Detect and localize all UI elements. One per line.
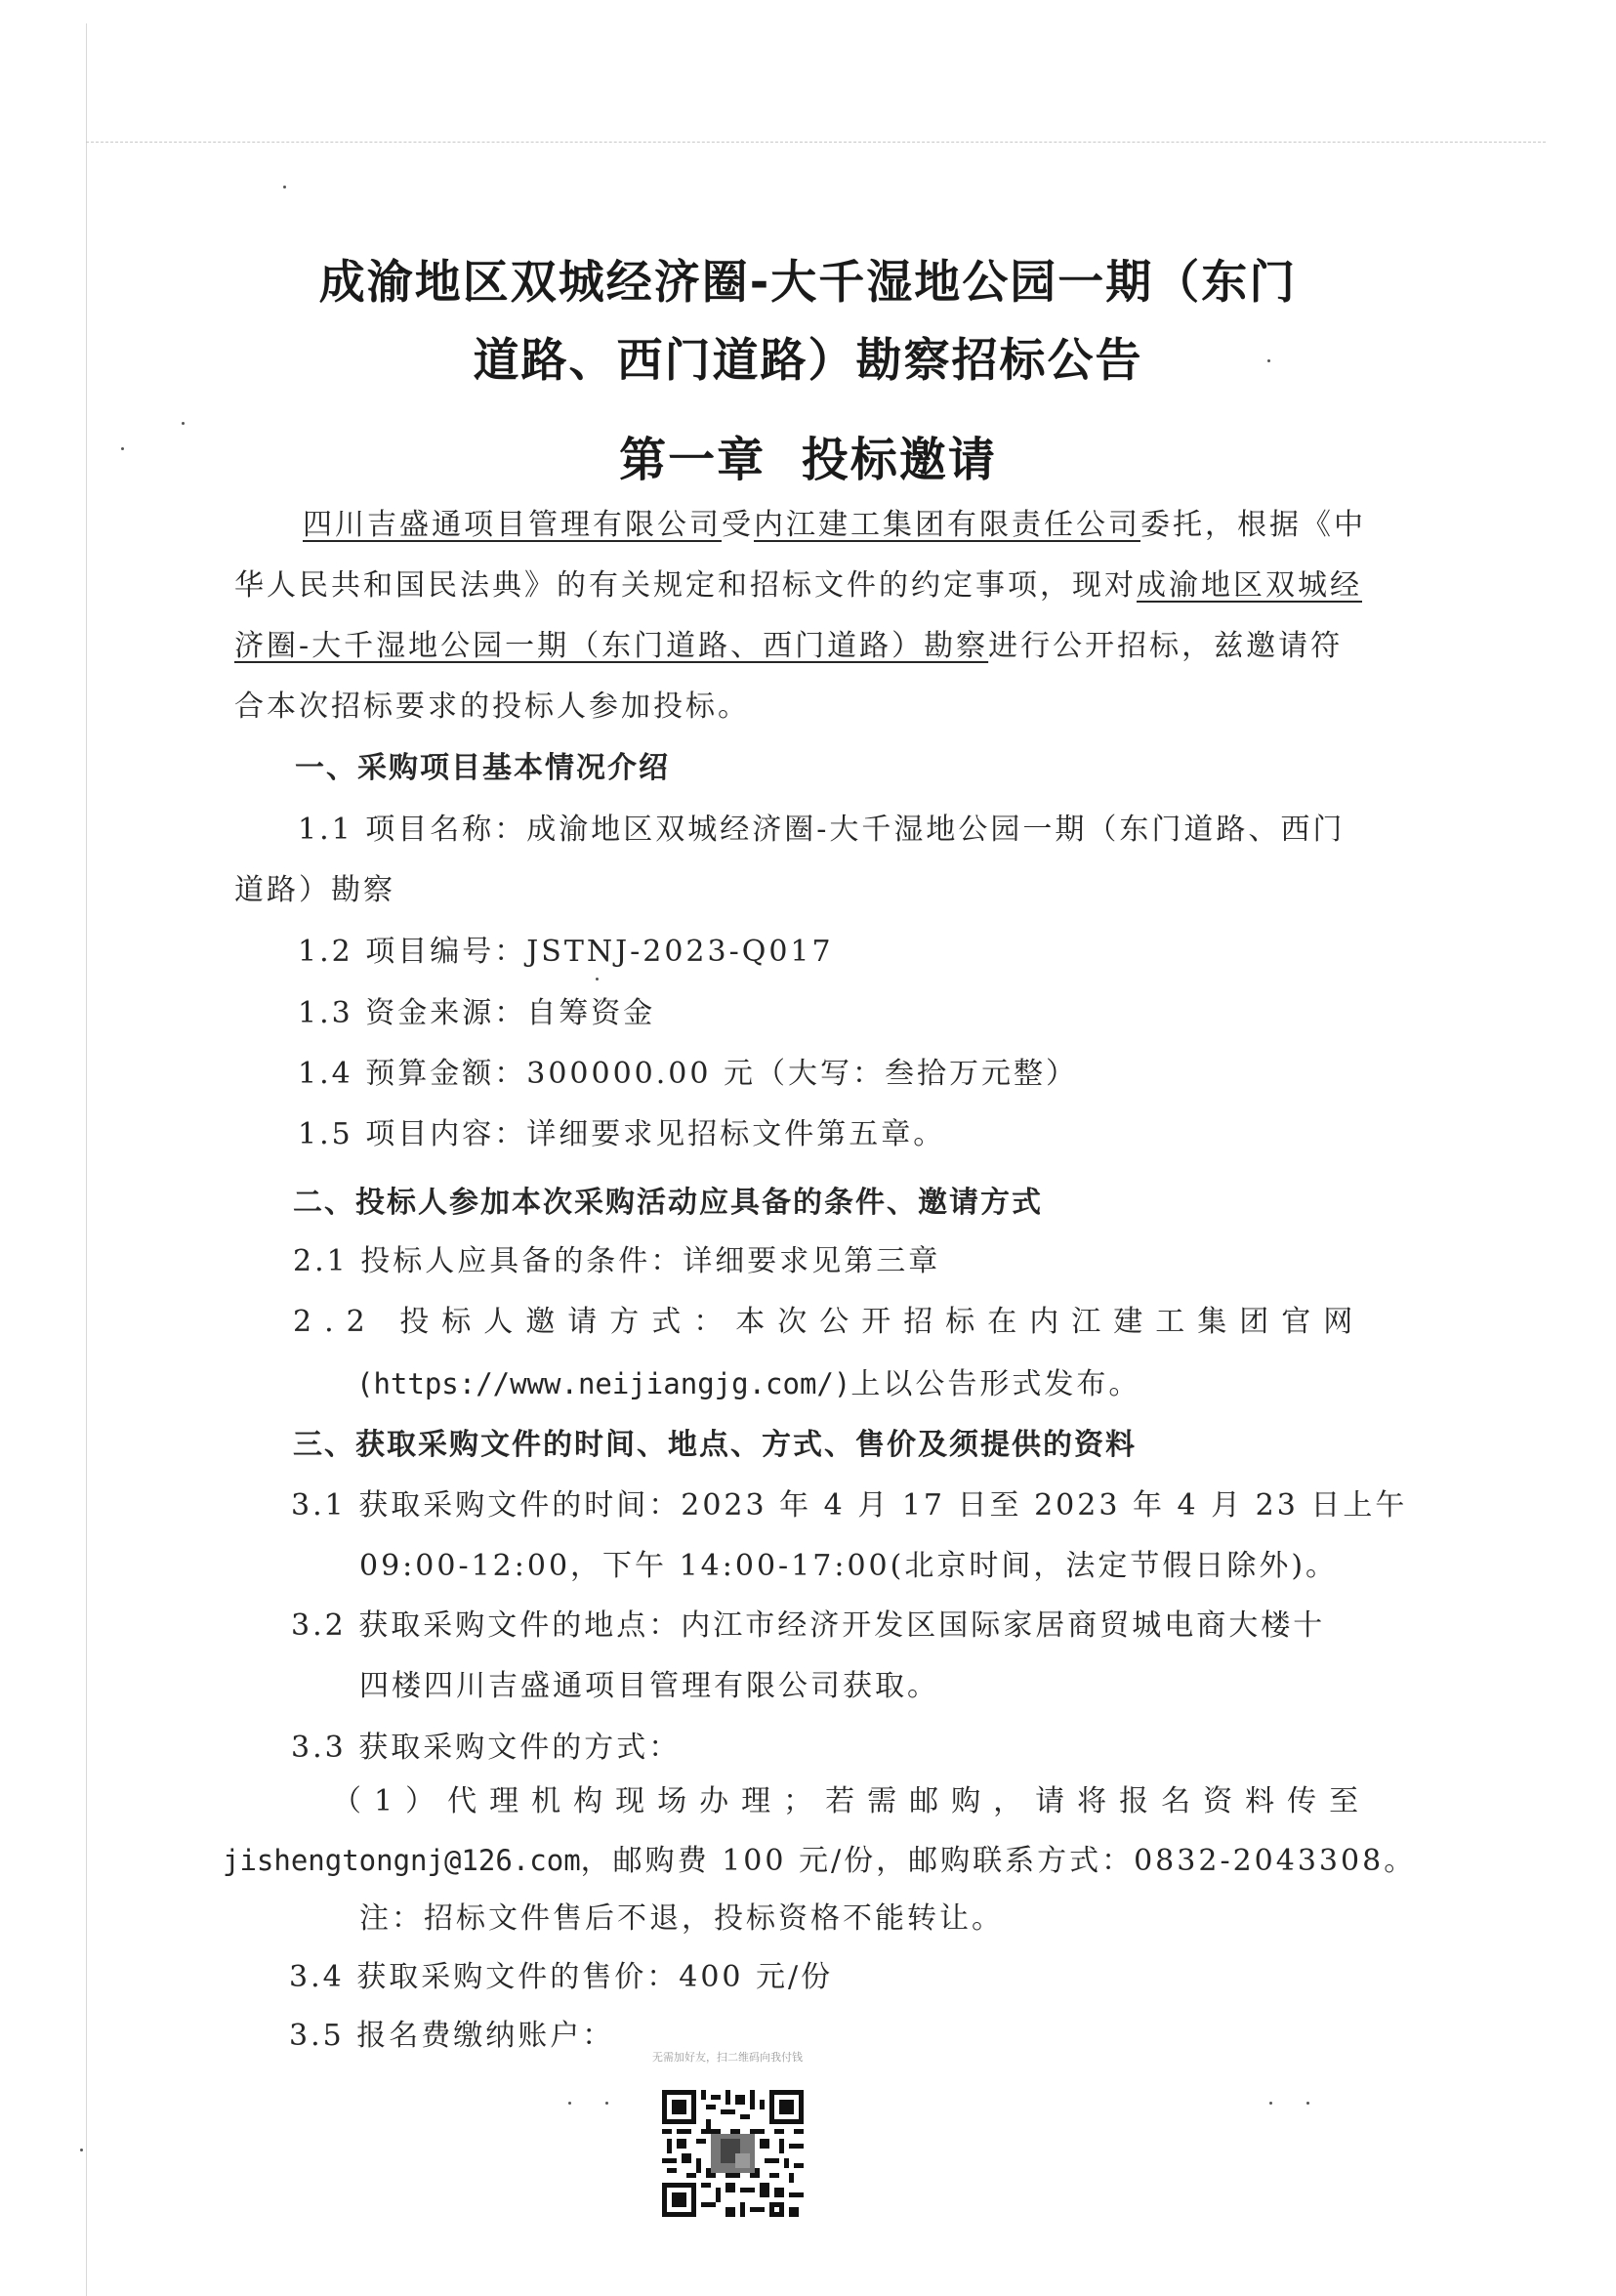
- item-3-3-1-cont: jishengtongnj@126.com，邮购费 100 元/份，邮购联系方式：0832-2043308。: [223, 1844, 1417, 1878]
- scan-header-rule: [86, 142, 1546, 143]
- qr-code-icon[interactable]: [662, 2090, 804, 2217]
- note: 注：招标文件售后不退，投标资格不能转让。: [359, 1901, 1004, 1936]
- agent-name: 四川吉盛通项目管理有限公司: [303, 508, 722, 542]
- item-3-2: 3.2 获取采购文件的地点：内江市经济开发区国际家居商贸城电商大楼十: [291, 1608, 1326, 1643]
- project-name-ref: 成渝地区双城经: [1137, 568, 1362, 603]
- qr-caption: 无需加好友，扫二维码向我付钱: [652, 2051, 803, 2064]
- client-name: 内江建工集团有限责任公司: [754, 508, 1140, 542]
- item-3-5-account: 3.5 报名费缴纳账户：: [289, 2019, 615, 2053]
- item-3-4-price: 3.4 获取采购文件的售价：400 元/份: [289, 1960, 834, 1994]
- item-1-5-content: 1.5 项目内容：详细要求见招标文件第五章。: [298, 1117, 946, 1151]
- item-3-2-cont: 四楼四川吉盛通项目管理有限公司获取。: [359, 1669, 939, 1703]
- intro-line-4: 合本次招标要求的投标人参加投标。: [234, 689, 750, 724]
- scan-speck: [1306, 2102, 1309, 2105]
- email-link[interactable]: jishengtongnj@126.com: [223, 1844, 581, 1877]
- scan-speck: [283, 186, 286, 188]
- item-1-1-cont: 道路）勘察: [234, 873, 395, 907]
- document-title-line-2: 道路、西门道路）勘察招标公告: [473, 334, 1143, 388]
- project-name-ref: 济圈-大千湿地公园一期（东门道路、西门道路）勘察: [234, 629, 989, 663]
- document-title-line-1: 成渝地区双城经济圈-大千湿地公园一期（东门: [318, 256, 1298, 310]
- scan-speck: [596, 978, 599, 981]
- item-2-1: 2.1 投标人应具备的条件：详细要求见第三章: [293, 1244, 941, 1278]
- intro-line-1: 四川吉盛通项目管理有限公司受内江建工集团有限责任公司委托，根据《中: [303, 508, 1366, 542]
- section-2-heading: 二、投标人参加本次采购活动应具备的条件、邀请方式: [293, 1186, 1043, 1220]
- item-2-2: 2.2 投标人邀请方式：本次公开招标在内江建工集团官网: [293, 1305, 1366, 1339]
- scan-speck: [80, 2149, 83, 2151]
- item-3-3: 3.3 获取采购文件的方式：: [291, 1731, 682, 1765]
- item-3-1: 3.1 获取采购文件的时间：2023 年 4 月 17 日至 2023 年 4 月 23 日上午: [291, 1488, 1408, 1523]
- intro-line-2: 华人民共和国民法典》的有关规定和招标文件的约定事项，现对成渝地区双城经: [234, 568, 1362, 603]
- website-link[interactable]: (https://www.neijiangjg.com/): [356, 1367, 851, 1400]
- scan-speck: [568, 2102, 571, 2105]
- scan-speck: [605, 2102, 608, 2105]
- item-1-4-budget: 1.4 预算金额：300000.00 元（大写：叁拾万元整）: [298, 1057, 1079, 1091]
- item-1-1: 1.1 项目名称：成渝地区双城经济圈-大千湿地公园一期（东门道路、西门: [298, 813, 1346, 847]
- item-3-1-cont: 09:00-12:00，下午 14:00-17:00(北京时间，法定节假日除外)。: [359, 1549, 1339, 1583]
- item-2-2-cont: (https://www.neijiangjg.com/)上以公告形式发布。: [356, 1367, 1141, 1401]
- intro-line-3: 济圈-大千湿地公园一期（东门道路、西门道路）勘察进行公开招标，兹邀请符: [234, 629, 1344, 663]
- chapter-title: 第一章 投标邀请: [619, 433, 997, 487]
- item-1-2-project-number: 1.2 项目编号：JSTNJ-2023-Q017: [298, 935, 834, 969]
- section-1-heading: 一、采购项目基本情况介绍: [295, 751, 670, 785]
- item-1-3-fund-source: 1.3 资金来源：自筹资金: [298, 996, 656, 1030]
- scan-speck: [1269, 2102, 1272, 2105]
- section-3-heading: 三、获取采购文件的时间、地点、方式、售价及须提供的资料: [293, 1428, 1137, 1462]
- item-3-3-1: （1）代理机构现场办理；若需邮购，请将报名资料传至: [332, 1784, 1372, 1818]
